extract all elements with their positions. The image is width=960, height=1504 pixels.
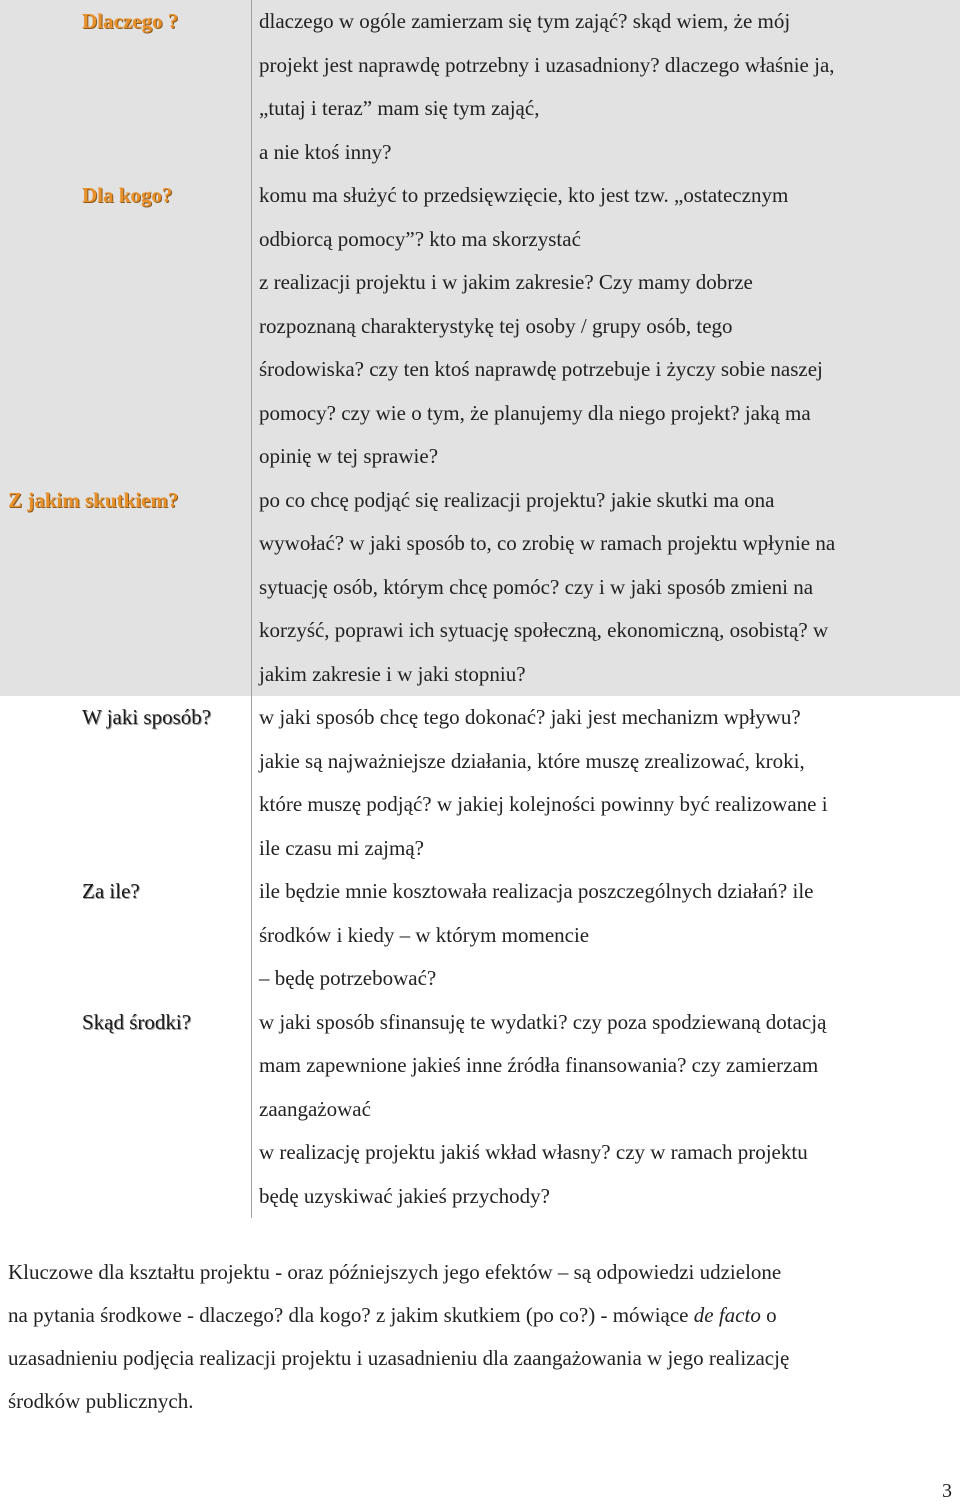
question-label: Skąd środki? bbox=[82, 1009, 192, 1034]
answer-cell bbox=[252, 696, 960, 870]
answer-line: będę uzyskiwać jakieś przychody? bbox=[259, 1183, 550, 1208]
question-label: Z jakim skutkiem? bbox=[8, 487, 179, 512]
answer-line: dlaczego w ogóle zamierzam się tym zająć? skąd wiem, że mój bbox=[259, 9, 791, 33]
answer-line: jakim zakresie i w jaki stopniu? bbox=[259, 661, 526, 686]
summary-line bbox=[8, 1294, 948, 1337]
answer-line: komu ma służyć to przedsięwzięcie, kto jest tzw. „ostatecznym bbox=[259, 183, 789, 207]
answer-line: projekt jest naprawdę potrzebny i uzasadniony? dlaczego właśnie ja, bbox=[259, 52, 835, 77]
page-number: 3 bbox=[942, 1480, 952, 1502]
answer-line: z realizacji projektu i w jakim zakresie? Czy mamy dobrze bbox=[259, 270, 753, 294]
answer-line: ile będzie mnie kosztowała realizacja poszczególnych działań? ile bbox=[259, 879, 814, 903]
table-row-dlaczego bbox=[0, 0, 960, 174]
answer-line: pomocy? czy wie o tym, że planujemy dla niego projekt? jaką ma bbox=[259, 400, 811, 425]
answer-line: ile czasu mi zajmą? bbox=[259, 835, 424, 860]
answer-line: w realizację projektu jakiś wkład własny? czy w ramach projektu bbox=[259, 1140, 808, 1164]
answer-cell bbox=[252, 0, 960, 174]
table-row-w-jaki-sposob bbox=[0, 696, 960, 870]
summary-paragraph bbox=[8, 1251, 948, 1423]
question-label: Dlaczego ? bbox=[82, 9, 179, 33]
answer-line: wywołać? w jaki sposób to, co zrobię w ramach projektu wpłynie na bbox=[259, 531, 836, 555]
answer-line: jakie są najważniejsze działania, które muszę zrealizować, kroki, bbox=[259, 748, 805, 773]
answer-line: a nie ktoś inny? bbox=[259, 139, 392, 164]
summary-line: środków publicznych. bbox=[8, 1389, 194, 1413]
question-label: W jaki sposób? bbox=[82, 705, 212, 729]
answer-line: rozpoznaną charakterystykę tej osoby / grupy osób, tego bbox=[259, 313, 733, 338]
question-cell bbox=[0, 174, 252, 479]
answer-line: opinię w tej sprawie? bbox=[259, 444, 439, 468]
question-cell bbox=[0, 696, 252, 870]
answer-line: korzyść, poprawi ich sytuację społeczną, ekonomiczną, osobistą? w bbox=[259, 618, 829, 642]
summary-line: Kluczowe dla kształtu projektu - oraz późniejszych jego efektów – są odpowiedzi udzielone bbox=[8, 1260, 782, 1284]
answer-line: zaangażować bbox=[259, 1096, 371, 1121]
summary-text: o bbox=[760, 1303, 777, 1327]
table-row-z-jakim-skutkiem bbox=[0, 479, 960, 697]
answer-cell bbox=[252, 1001, 960, 1219]
answer-cell bbox=[252, 174, 960, 479]
question-cell bbox=[0, 479, 252, 697]
answer-line: mam zapewnione jakieś inne źródła finansowania? czy zamierzam bbox=[259, 1053, 819, 1077]
summary-text: na pytania środkowe - dlaczego? dla kogo? z jakim skutkiem (po co?) - mówiące bbox=[8, 1303, 694, 1327]
answer-line: środków i kiedy – w którym momencie bbox=[259, 922, 590, 947]
answer-line: po co chcę podjąć się realizacji projektu? jakie skutki ma ona bbox=[259, 487, 775, 512]
answer-line: – będę potrzebować? bbox=[259, 966, 437, 990]
question-cell bbox=[0, 0, 252, 174]
table-row-za-ile bbox=[0, 870, 960, 1001]
answer-cell bbox=[252, 479, 960, 697]
question-cell bbox=[0, 870, 252, 1001]
question-cell bbox=[0, 1001, 252, 1219]
answer-line: w jaki sposób sfinansuję te wydatki? czy poza spodziewaną dotacją bbox=[259, 1009, 827, 1034]
answer-line: w jaki sposób chcę tego dokonać? jaki jest mechanizm wpływu? bbox=[259, 705, 801, 729]
question-label: Dla kogo? bbox=[82, 183, 173, 207]
answer-line: środowiska? czy ten ktoś naprawdę potrzebuje i życzy sobie naszej bbox=[259, 357, 823, 381]
table-row-dla-kogo bbox=[0, 174, 960, 479]
answer-line: odbiorcą pomocy”? kto ma skorzystać bbox=[259, 226, 581, 251]
table-row-skad-srodki bbox=[0, 1001, 960, 1219]
answer-cell bbox=[252, 870, 960, 1001]
summary-emphasis: de facto bbox=[693, 1303, 761, 1327]
question-label: Za ile? bbox=[82, 879, 140, 903]
answer-line: które muszę podjąć? w jakiej kolejności powinny być realizowane i bbox=[259, 792, 828, 816]
summary-line: uzasadnieniu podjęcia realizacji projektu i uzasadnieniu dla zaangażowania w jego realizację bbox=[8, 1346, 790, 1370]
answer-line: „tutaj i teraz” mam się tym zająć, bbox=[259, 96, 540, 120]
answer-line: sytuację osób, którym chcę pomóc? czy i w jaki sposób zmieni na bbox=[259, 574, 814, 599]
